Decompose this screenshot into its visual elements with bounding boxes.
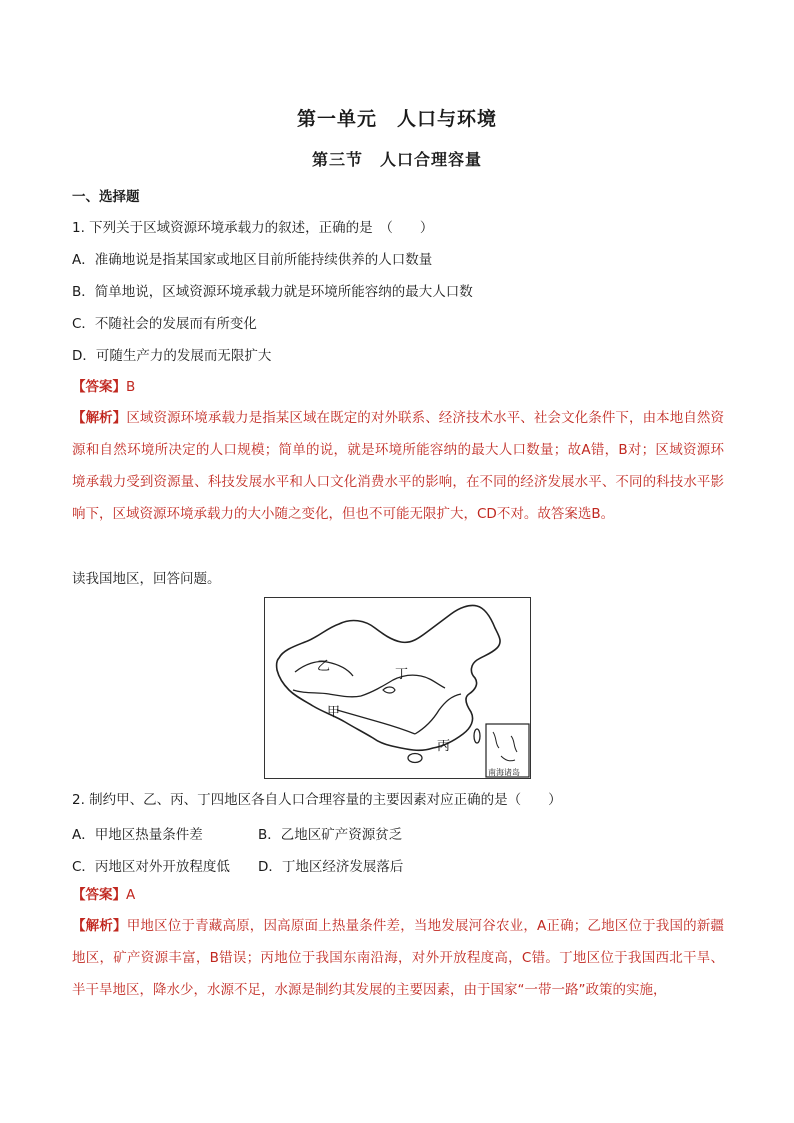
label-jia: 甲 — [327, 705, 341, 720]
answer-label: 【答案】 — [72, 379, 126, 395]
section-heading: 一、选择题 — [72, 189, 140, 205]
china-outline — [277, 605, 500, 750]
q1-stem: 1. 下列关于区域资源环境承载力的叙述，正确的是 （ ） — [72, 220, 434, 236]
taiwan-island — [474, 729, 480, 743]
region-boundary-south — [337, 710, 415, 734]
q1-option-a: A．准确地说是指某国家或地区目前所能持续供养的人口数量 — [72, 252, 433, 268]
analysis-label: 【解析】 — [72, 918, 127, 934]
label-ding: 丁 — [395, 667, 409, 682]
china-map-svg — [265, 598, 530, 778]
lake-mark — [383, 687, 395, 693]
q2-option-d: D．丁地区经济发展落后 — [258, 859, 404, 875]
china-map-figure — [264, 597, 531, 779]
q2-stem: 2. 制约甲、乙、丙、丁四地区各自人口合理容量的主要因素对应正确的是（ ） — [72, 792, 562, 808]
q1-analysis — [72, 402, 724, 530]
q1-option-c: C．不随社会的发展而有所变化 — [72, 316, 257, 332]
analysis-label: 【解析】 — [72, 410, 127, 426]
answer-value: A — [126, 887, 136, 903]
analysis-text: 甲地区位于青藏高原，因高原面上热量条件差，当地发展河谷农业，A正确；乙地区位于我国的新疆地区，矿产资源丰富，B错误；丙地位于我国东南沿海，对外开放程度高，C错。丁地区位于我国西北干旱、半干旱地区，降水少，水源不足，水源是制约其发展的主要因素，由于国家“一带一路”政策的实施， — [72, 918, 725, 998]
material-intro: 读我国地区，回答问题。 — [72, 571, 221, 587]
region-boundary-kunlun — [293, 690, 361, 697]
analysis-text: 区域资源环境承载力是指某区域在既定的对外联系、经济技术水平、社会文化条件下，由本地自然资源和自然环境所决定的人口规模；简单的说，就是环境所能容纳的最大人口数量；故A错，B对；区域资源环境承载力受到资源量、科技发展水平和人口文化消费水平的影响，在不同的经济发展水平、不同的科技水平影响下，区域资源环境承载力的大小随之变化，但也不可能无限扩大，CD不对。故答案选B。 — [72, 410, 725, 522]
q2-option-b: B．乙地区矿产资源贫乏 — [258, 827, 403, 843]
inset-label: 南海诸岛 — [488, 768, 520, 777]
answer-value: B — [126, 379, 136, 395]
region-boundary-east — [415, 694, 461, 734]
label-yi: 乙 — [317, 659, 331, 674]
q2-option-a: A．甲地区热量条件差 — [72, 827, 203, 843]
q2-answer — [72, 886, 135, 904]
hainan-island — [408, 754, 422, 763]
q1-answer — [72, 378, 135, 396]
q2-option-c: C．丙地区对外开放程度低 — [72, 859, 230, 875]
label-bing: 丙 — [437, 739, 451, 754]
unit-title: 第一单元 人口与环境 — [296, 108, 497, 130]
q1-option-d: D．可随生产力的发展而无限扩大 — [72, 348, 272, 364]
section-title: 第三节 人口合理容量 — [311, 150, 482, 169]
q1-option-b: B．简单地说，区域资源环境承载力就是环境所能容纳的最大人口数 — [72, 284, 473, 300]
answer-label: 【答案】 — [72, 887, 126, 903]
q2-analysis — [72, 910, 724, 1006]
